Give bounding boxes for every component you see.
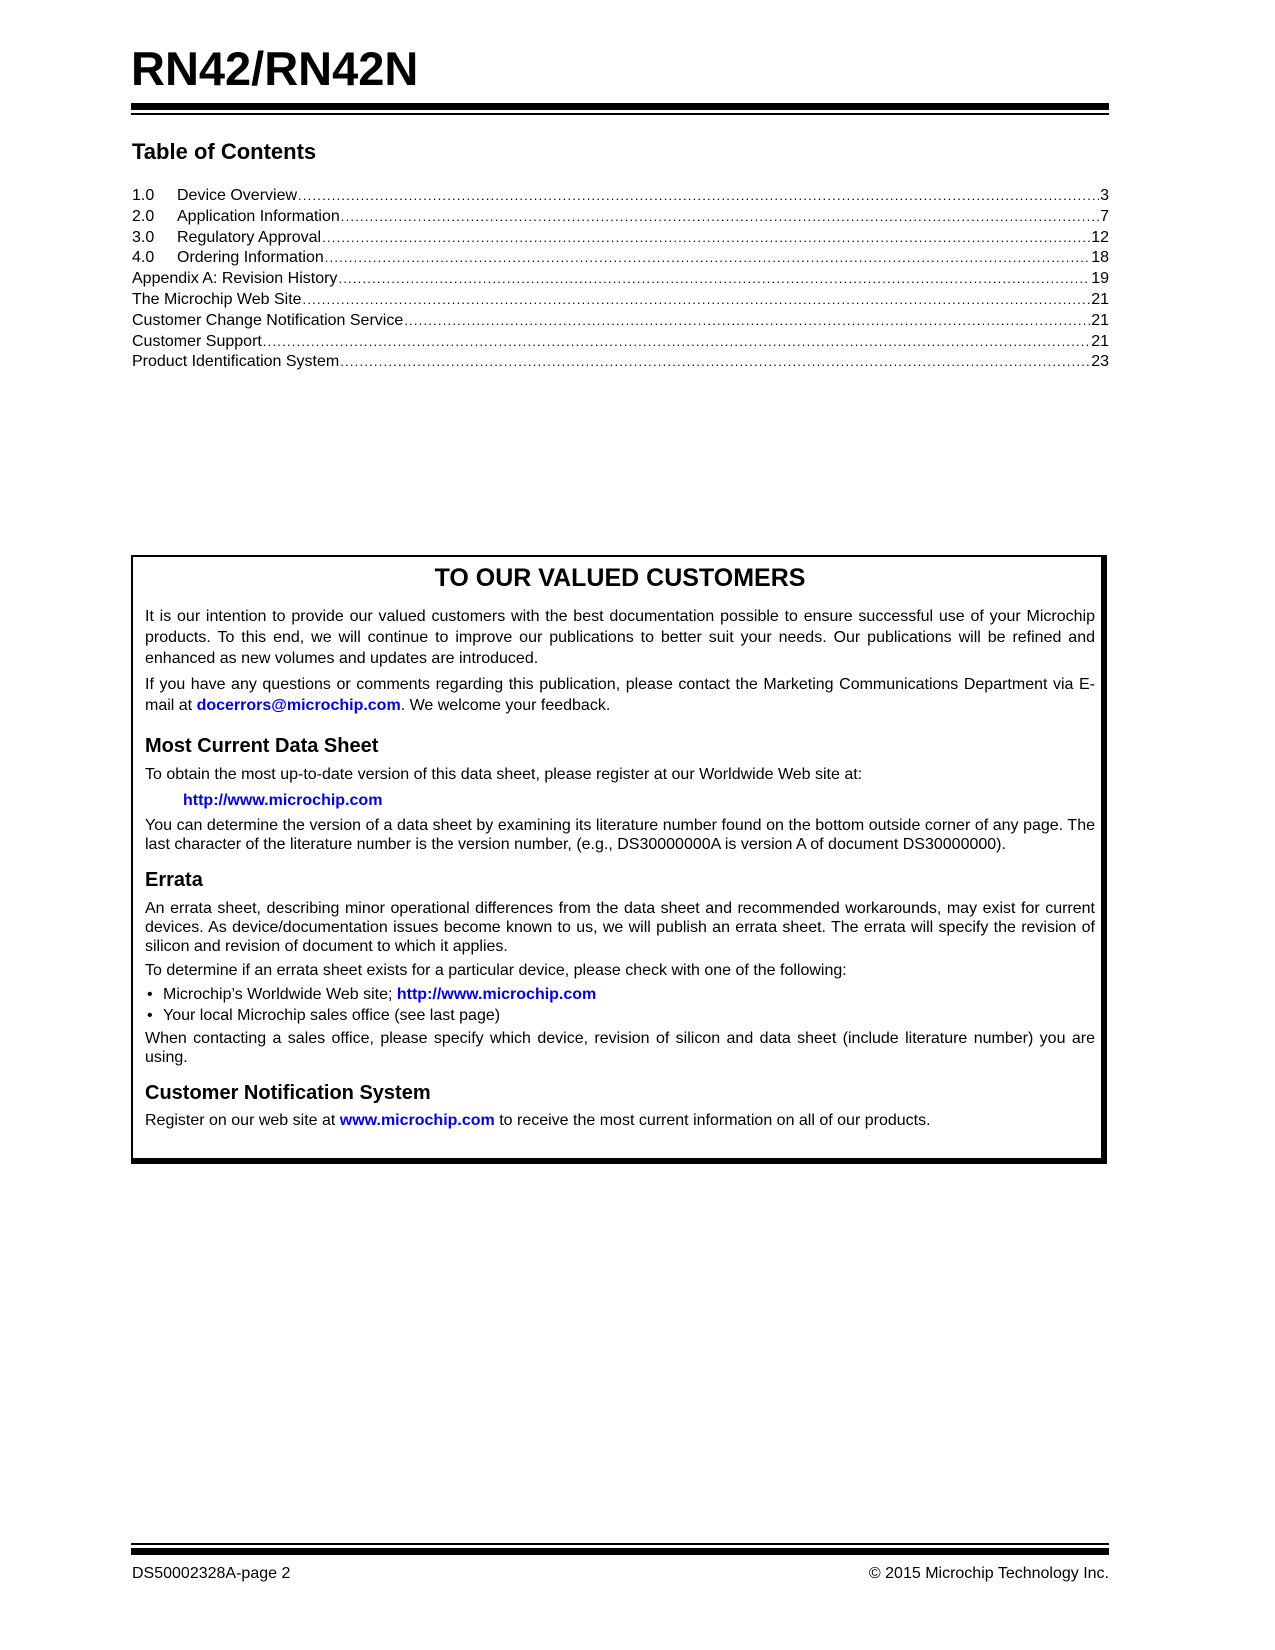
valued-customers-title: TO OUR VALUED CUSTOMERS (434, 564, 806, 592)
notification-text: Register on our web site at (145, 1112, 340, 1130)
toc-entry-label: Product Identification System (132, 353, 340, 371)
datasheet-paragraph: To obtain the most up-to-date version of this data sheet, please register at our Worldwide Web site at: (145, 765, 863, 783)
toc-leader (325, 248, 1090, 269)
bullet-mark: • (147, 986, 153, 1004)
bullet-mark: • (147, 1007, 153, 1025)
errata-heading: Errata (145, 868, 203, 891)
toc-entry-number: 4.0 (132, 249, 155, 267)
bullet-text: Microchip’s Worldwide Web site; (163, 986, 397, 1004)
toc-entry-page: 12 (1091, 228, 1109, 246)
valued-customers-box (131, 555, 1107, 1164)
footer-rule-thin (131, 1543, 1109, 1545)
toc-entry[interactable] (132, 248, 1109, 269)
errata-paragraph: An errata sheet, describing minor operational differences from the data sheet and recommended workarounds, may exist for current devices. As device/documentation issues become known to us, we will publish an errata sheet. The errata will specify the revision of silicon and revision of document to which it applies. (145, 899, 1095, 955)
toc-entry-number: 2.0 (132, 207, 155, 225)
header-rule-thick (131, 103, 1109, 110)
header-rule-thin (131, 113, 1109, 115)
feedback-text: If you have any questions or comments regarding this publication, please contact the Marketing Communications Department via E-mail at (145, 676, 1095, 715)
toc-entry-label: Ordering Information (177, 249, 324, 267)
toc-heading: Table of Contents (132, 139, 317, 164)
toc-entry-page: 21 (1091, 332, 1109, 350)
toc-leader (404, 311, 1090, 332)
toc-leader (338, 269, 1090, 290)
toc-entry-label: Appendix A: Revision History (132, 270, 338, 288)
feedback-text-end: . We welcome your feedback. (400, 697, 611, 715)
toc-entry[interactable] (132, 228, 1109, 249)
toc-leader (303, 290, 1091, 311)
notification-web-link[interactable]: www.microchip.com (339, 1112, 495, 1130)
toc-entry[interactable] (132, 352, 1109, 373)
notification-heading: Customer Notification System (145, 1082, 431, 1105)
toc-entry-page: 18 (1091, 249, 1109, 267)
toc-entry-page: 23 (1091, 353, 1109, 371)
docerrors-email-link[interactable]: docerrors@microchip.com (196, 697, 401, 715)
errata-contact-paragraph: When contacting a sales office, please specify which device, revision of silicon and data sheet (include literature number) you are using. (145, 1030, 1095, 1067)
toc-leader (340, 352, 1090, 373)
datasheet-heading: Most Current Data Sheet (145, 734, 379, 757)
feedback-paragraph (145, 675, 1095, 717)
list-item (145, 984, 1095, 1005)
errata-bullet-list (145, 984, 1095, 1026)
toc-entry[interactable] (132, 332, 1109, 353)
toc-leader (341, 207, 1099, 228)
toc-entry[interactable] (132, 186, 1109, 207)
datasheet-version-paragraph: You can determine the version of a data sheet by examining its literature number found on the bottom outside corner of any page. The last character of the literature number is the version number, (e.g., DS30000000A is version A of document DS30000000). (145, 816, 1095, 853)
toc-leader (298, 186, 1099, 207)
notification-paragraph (145, 1111, 1095, 1132)
toc-entry[interactable] (132, 269, 1109, 290)
toc-entry-page: 21 (1091, 290, 1109, 308)
toc-entry-label: Customer Change Notification Service (132, 311, 404, 329)
list-item (145, 1005, 1095, 1026)
toc-entry-page: 3 (1100, 187, 1109, 204)
errata-web-link[interactable]: http://www.microchip.com (396, 986, 597, 1004)
toc-entry-label: The Microchip Web Site (132, 290, 302, 308)
footer-rule-thick (131, 1548, 1109, 1555)
intro-paragraph: It is our intention to provide our valued customers with the best documentation possible to ensure successful use of your Microchip products. To this end, we will continue to improve our publications to better suit your needs. Our publications will be refined and enhanced as new volumes and updates are introduced. (145, 608, 1095, 667)
notification-text-end: to receive the most current information on all of our products. (494, 1112, 931, 1130)
toc-entry-label: Customer Support (132, 332, 262, 350)
toc-leader (263, 332, 1090, 353)
toc-entry[interactable] (132, 207, 1109, 228)
footer-copyright: © 2015 Microchip Technology Inc. (868, 1565, 1109, 1582)
toc-entry-number: 3.0 (132, 228, 155, 246)
toc-entry-page: 7 (1100, 207, 1109, 225)
footer-document-page: DS50002328A-page 2 (132, 1565, 291, 1582)
bullet-text: Your local Microchip sales office (see last page) (163, 1007, 501, 1025)
document-title: RN42/RN42N (131, 42, 419, 95)
datasheet-web-link[interactable]: http://www.microchip.com (183, 791, 383, 809)
errata-check-paragraph: To determine if an errata sheet exists for a particular device, please check with one of the following: (145, 961, 847, 979)
toc-entry[interactable] (132, 311, 1109, 332)
toc-entry-number: 1.0 (132, 187, 155, 204)
valued-customers-content (145, 557, 1095, 1132)
toc-entry-label: Application Information (177, 207, 340, 225)
toc-entry-page: 19 (1091, 270, 1109, 288)
toc-entry-label: Regulatory Approval (177, 228, 322, 246)
toc-leader (322, 228, 1090, 249)
table-of-contents (132, 186, 1109, 373)
toc-entry-page: 21 (1091, 311, 1109, 329)
toc-entry-label: Device Overview (177, 187, 298, 204)
toc-entry[interactable] (132, 290, 1109, 311)
